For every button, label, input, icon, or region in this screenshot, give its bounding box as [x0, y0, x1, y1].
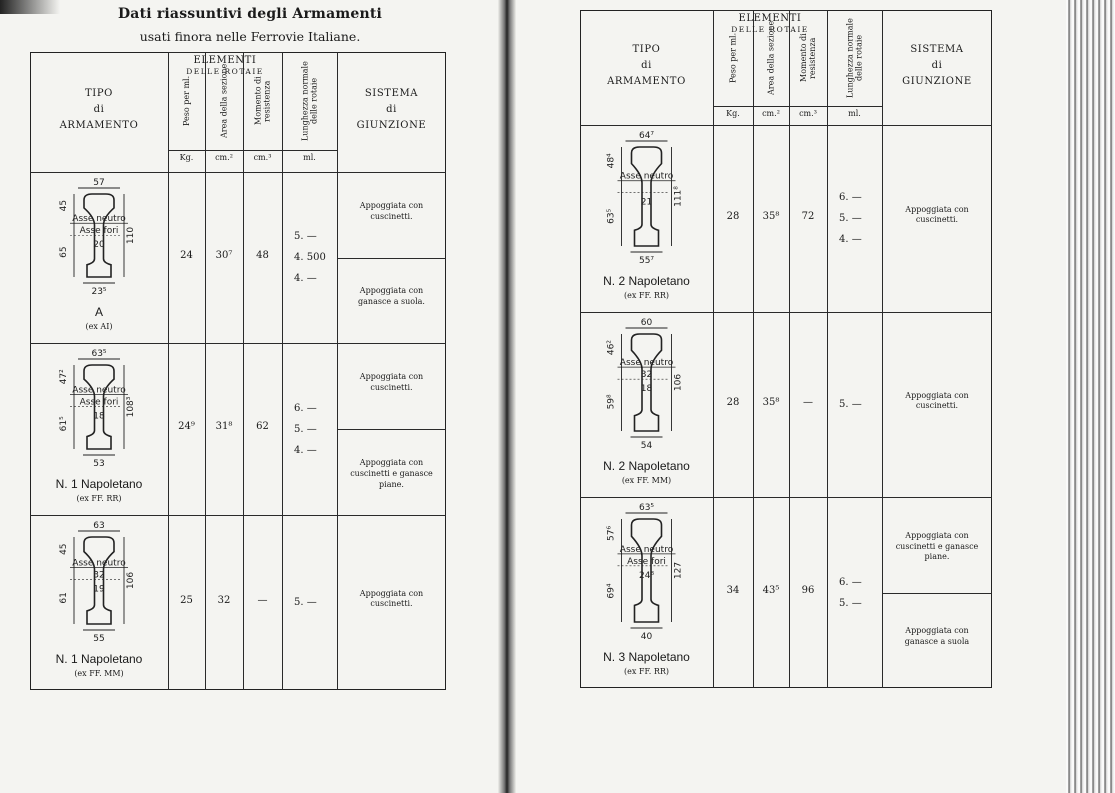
left-system-text: Appoggiata con ganasce a suola.: [358, 286, 425, 307]
scan-shadow: [0, 0, 60, 14]
left-unit-momento: cm.³: [253, 153, 272, 162]
left-value-area: 30⁷: [215, 249, 233, 261]
left-value-momento: 62: [256, 421, 269, 432]
left-rail-2-dim-web: 19: [93, 584, 105, 595]
right-rail-2-dim-web: 24⁸: [638, 570, 655, 581]
right-header-momento: Momento di resistenza: [798, 33, 817, 83]
right-length-value: 5. —: [839, 597, 862, 609]
left-rail-2-dim-top: 63: [93, 521, 105, 531]
right-rail-0-dim-top: 64⁷: [638, 131, 655, 141]
right-rail-0-dim-base: 55⁷: [638, 256, 655, 266]
right-rail-2-holes-label: Asse fori: [627, 556, 666, 567]
right-col-rule: [882, 10, 883, 688]
right-rail-2-dim-lower: 69⁴: [606, 583, 617, 599]
right-rail-1-dim-height: 106: [673, 373, 684, 392]
right-rail-0-dim-lower: 63⁵: [606, 208, 617, 224]
right-header-lunghezza: Lunghezza normale delle rotaie: [845, 18, 864, 98]
left-type-name: A: [94, 305, 103, 319]
left-system-text: Appoggiata con cuscinetti.: [359, 372, 424, 392]
right-value-area: 35⁸: [762, 396, 780, 408]
right-value-area: 43⁵: [762, 584, 780, 596]
left-value-peso: 24: [180, 249, 193, 261]
right-rail-1-dim-web: 18: [640, 384, 653, 395]
right-system-text: Appoggiata con cuscinetti e ganasce piane.: [895, 530, 979, 562]
header-tipo-line: ARMAMENTO: [59, 120, 139, 131]
right-unit-peso: Kg.: [726, 109, 740, 118]
right-row-rule: [580, 312, 992, 313]
left-header-lunghezza: Lunghezza normale delle rotaie: [300, 61, 319, 141]
header-tipo-line: TIPO: [85, 88, 113, 99]
left-rail-1-axis-label: Asse neutro: [72, 385, 126, 396]
left-header-rule: [30, 172, 446, 173]
left-system-text: Appoggiata con cuscinetti e ganasce piane.: [350, 458, 433, 489]
left-header-peso: Peso per ml.: [181, 75, 191, 127]
right-rail-0-dim-web: 21: [640, 197, 653, 208]
header-sistema-line: SISTEMA: [364, 88, 419, 99]
right-value-peso: 34: [726, 584, 740, 596]
right-unit-lunghezza: ml.: [848, 109, 861, 118]
header-sistema-line: GIUNZIONE: [356, 120, 427, 131]
left-rail-0-dim-top: 57: [93, 178, 105, 188]
right-units-rule: [713, 106, 882, 107]
right-length-value: 4. —: [839, 234, 862, 245]
left-header-area: Area della sezione: [219, 63, 229, 139]
header-sistema-line: di: [386, 104, 397, 115]
left-system-rule: [337, 258, 446, 259]
left-system-text: Appoggiata con cuscinetti.: [359, 200, 424, 221]
right-rail-0-axis-label: Asse neutro: [619, 171, 674, 182]
right-system-text: Appoggiata con cuscinetti.: [905, 390, 969, 411]
right-system-text: Appoggiata con cuscinetti.: [905, 204, 969, 225]
right-rail-1-diagram: [580, 316, 713, 456]
left-rail-2-dim-base: 55: [93, 634, 105, 644]
left-header-momento: Momento di resistenza: [253, 76, 272, 126]
left-rail-1-dim-height: 108³: [126, 396, 136, 418]
right-rail-0-dim-height: 111⁸: [673, 186, 684, 207]
left-rail-0-dim-head: 45: [59, 199, 69, 212]
right-type-ex: (ex FF. MM): [621, 476, 672, 485]
left-unit-lunghezza: ml.: [303, 153, 316, 162]
left-length-value: 5. —: [294, 597, 317, 608]
right-row-rule: [580, 497, 992, 498]
right-rail-0-profile: [632, 147, 662, 246]
left-col-rule: [282, 52, 283, 690]
right-rail-1-dim-top: 60: [640, 318, 653, 328]
left-row-rule: [30, 515, 446, 516]
right-type-name: N. 2 Napoletano: [603, 459, 690, 473]
left-rail-0-dim-base: 23⁵: [91, 287, 107, 297]
left-value-momento: —: [257, 594, 268, 606]
left-rail-2-profile: [84, 537, 114, 624]
header-sistema-line: GIUNZIONE: [902, 75, 972, 87]
left-header-elementi: ELEMENTI: [193, 55, 257, 66]
left-length-value: 6. —: [294, 402, 317, 414]
right-rail-2-dim-height: 127: [673, 561, 684, 580]
right-type-ex: (ex FF. RR): [623, 291, 670, 300]
right-rail-2-dim-head: 57⁶: [606, 525, 617, 541]
page-title: Dati riassuntivi degli Armamenti: [117, 6, 383, 22]
left-rail-0-axis-label: Asse neutro: [72, 214, 126, 225]
left-rail-2-holes-label: 32: [93, 570, 105, 581]
right-rail-0-dim-head: 48⁴: [606, 153, 617, 169]
right-type-ex: (ex FF. RR): [623, 667, 670, 676]
left-rail-0-dim-lower: 65: [59, 246, 69, 258]
right-header-peso: Peso per ml.: [728, 32, 738, 84]
right-header-area: Area della sezione: [766, 20, 776, 96]
left-header-sistema: [337, 86, 446, 134]
left-value-area: 32: [217, 594, 231, 606]
left-rail-2-dim-height: 106: [126, 571, 136, 590]
right-header-tipo: [580, 42, 713, 90]
left-row-rule: [30, 343, 446, 344]
left-rail-2-dim-lower: 61: [59, 592, 69, 604]
right-length-value: 5. —: [839, 213, 862, 224]
left-length-value: 5. —: [294, 423, 317, 435]
page-subtitle: usati finora nelle Ferrovie Italiane.: [139, 29, 361, 44]
right-system-rule: [882, 593, 992, 594]
left-rail-0-dim-web: 20: [93, 240, 105, 251]
right-header-rule: [580, 125, 992, 126]
header-tipo-line: TIPO: [632, 43, 661, 55]
right-rail-0-diagram: [580, 129, 713, 271]
right-rail-1-holes-label: 32: [640, 370, 653, 381]
right-rail-1-profile: [632, 334, 662, 431]
left-rail-2-diagram: [30, 519, 168, 649]
left-length-value: 4. 500: [294, 252, 326, 263]
right-rail-1-axis-label: Asse neutro: [619, 358, 674, 369]
right-rail-1-dim-base: 54: [640, 441, 653, 451]
left-system-rule: [337, 429, 446, 430]
left-rail-1-holes-label: Asse fori: [79, 397, 119, 408]
left-rail-1-dim-lower: 61⁵: [59, 416, 69, 432]
left-type-name: N. 1 Napoletano: [55, 477, 143, 491]
left-rail-1-dim-base: 53: [93, 459, 105, 469]
left-type-ex: (ex AI): [85, 322, 113, 331]
right-header-sistema: [882, 42, 992, 90]
left-rail-1-dim-top: 63⁵: [91, 349, 107, 359]
left-type-ex: (ex FF. RR): [76, 494, 122, 503]
right-value-peso: 28: [726, 210, 740, 222]
right-type-name: N. 2 Napoletano: [603, 274, 690, 288]
left-header-tipo: [30, 86, 168, 134]
right-value-area: 35⁸: [762, 210, 780, 222]
right-value-peso: 28: [726, 396, 740, 408]
left-col-rule: [337, 52, 338, 690]
page-edges: [1066, 0, 1115, 793]
header-tipo-line: di: [93, 104, 105, 115]
right-rail-1-dim-lower: 59⁸: [606, 394, 617, 410]
left-value-peso: 24⁹: [178, 421, 195, 432]
left-rail-0-diagram: [30, 176, 168, 302]
left-type-name: N. 1 Napoletano: [55, 652, 143, 666]
right-system-text: Appoggiata con ganasce a suola: [904, 626, 970, 647]
right-header-delle-rotaie: DELLE ROTAIE: [731, 25, 809, 34]
right-length-value: 6. —: [839, 192, 862, 203]
left-unit-area: cm.²: [215, 153, 233, 162]
left-rail-1-dim-web: 18: [93, 411, 105, 422]
left-rail-0-dim-height: 110: [126, 226, 136, 245]
left-length-value: 4. —: [294, 273, 317, 284]
left-rail-2-axis-label: Asse neutro: [72, 558, 126, 569]
right-value-momento: —: [803, 396, 813, 408]
header-sistema-line: SISTEMA: [910, 43, 964, 55]
left-unit-peso: Kg.: [179, 153, 194, 162]
book-spine: [498, 0, 516, 793]
right-value-momento: 96: [801, 584, 815, 596]
header-tipo-line: ARMAMENTO: [607, 75, 686, 87]
right-value-momento: 72: [801, 210, 815, 222]
right-unit-momento: cm.³: [799, 109, 817, 118]
left-value-area: 31⁸: [215, 421, 233, 432]
header-tipo-line: di: [641, 59, 652, 71]
right-rail-2-diagram: [580, 501, 713, 647]
left-units-rule: [168, 150, 337, 151]
right-type-name: N. 3 Napoletano: [603, 650, 690, 664]
right-rail-1-dim-head: 46²: [606, 340, 617, 356]
left-rail-2-dim-head: 45: [59, 543, 69, 555]
left-rail-1-dim-head: 47²: [59, 369, 69, 385]
right-header-elementi: ELEMENTI: [738, 13, 802, 24]
left-header-delle-rotaie: DELLE ROTAIE: [186, 67, 264, 76]
right-unit-area: cm.²: [762, 109, 780, 118]
left-value-momento: 48: [256, 249, 269, 261]
right-rail-2-axis-label: Asse neutro: [619, 544, 674, 555]
left-length-value: 5. —: [294, 231, 317, 242]
right-rail-2-dim-base: 40: [640, 632, 653, 642]
left-system-text: Appoggiata con cuscinetti.: [359, 588, 424, 609]
left-length-value: 4. —: [294, 444, 317, 456]
left-type-ex: (ex FF. MM): [74, 669, 124, 678]
right-length-value: 6. —: [839, 576, 862, 588]
left-value-peso: 25: [180, 594, 193, 606]
left-rail-0-holes-label: Asse fori: [79, 226, 119, 237]
right-rail-2-dim-top: 63⁵: [638, 503, 655, 513]
right-length-value: 5. —: [839, 399, 862, 410]
left-rail-1-diagram: [30, 347, 168, 474]
header-sistema-line: di: [931, 59, 943, 71]
